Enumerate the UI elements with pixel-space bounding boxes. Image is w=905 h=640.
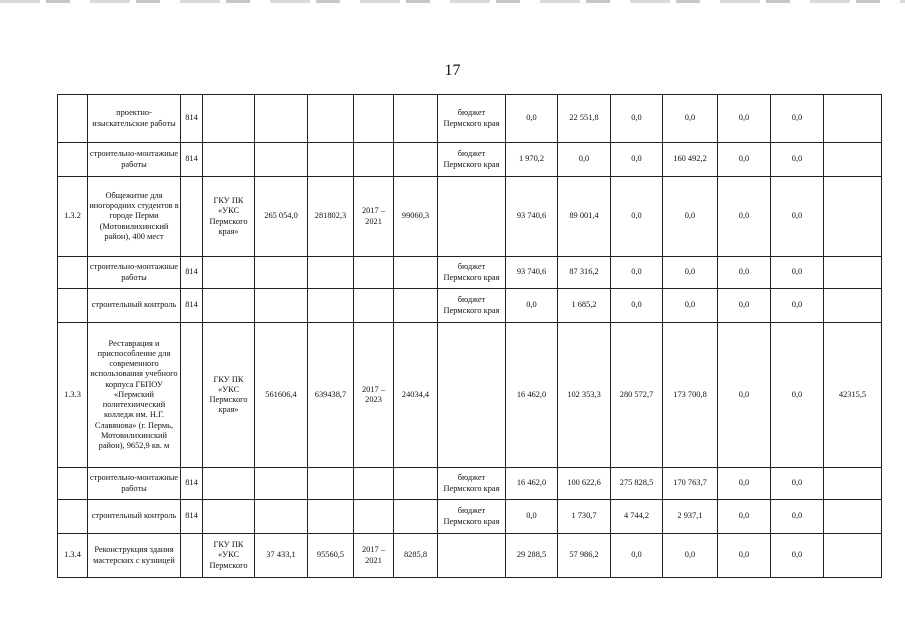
cell-value-2: 89 001,4 bbox=[558, 177, 611, 257]
cell-value-6: 0,0 bbox=[771, 468, 824, 500]
cell-value-4: 160 492,2 bbox=[663, 143, 718, 177]
cell-row-number bbox=[58, 257, 88, 289]
cell-value-7: 42315,5 bbox=[824, 323, 882, 468]
cell-row-number bbox=[58, 143, 88, 177]
cell-estimated-cost: 265 054,0 bbox=[255, 177, 308, 257]
cell-executor: ГКУ ПК «УКС Пермского края» bbox=[203, 177, 255, 257]
cell-value-3: 0,0 bbox=[611, 143, 663, 177]
cell-value-3: 4 744,2 bbox=[611, 500, 663, 534]
scan-edge bbox=[0, 0, 905, 3]
cell-budget-code: 814 bbox=[181, 468, 203, 500]
cell-construction-period bbox=[354, 95, 394, 143]
cell-value-2: 0,0 bbox=[558, 143, 611, 177]
table-row bbox=[58, 534, 882, 578]
table-row bbox=[58, 143, 882, 177]
cell-estimated-cost: 561606,4 bbox=[255, 323, 308, 468]
cell-total-cost bbox=[308, 143, 354, 177]
cell-value-5: 0,0 bbox=[718, 177, 771, 257]
budget-table bbox=[57, 94, 882, 578]
cell-total-cost: 639438,7 bbox=[308, 323, 354, 468]
table-row bbox=[58, 257, 882, 289]
cell-value-6: 0,0 bbox=[771, 257, 824, 289]
cell-value-2: 57 986,2 bbox=[558, 534, 611, 578]
cell-construction-period bbox=[354, 468, 394, 500]
cell-value-5: 0,0 bbox=[718, 143, 771, 177]
cell-value-4: 0,0 bbox=[663, 177, 718, 257]
cell-value-6: 0,0 bbox=[771, 289, 824, 323]
cell-value-1: 93 740,6 bbox=[506, 177, 558, 257]
table-row bbox=[58, 468, 882, 500]
cell-executor bbox=[203, 289, 255, 323]
cell-value-1: 0,0 bbox=[506, 289, 558, 323]
cell-remaining-cost bbox=[394, 468, 438, 500]
table-row bbox=[58, 323, 882, 468]
cell-value-7 bbox=[824, 289, 882, 323]
cell-construction-period bbox=[354, 143, 394, 177]
cell-funding-source: бюджет Пермского края bbox=[438, 500, 506, 534]
cell-value-3: 0,0 bbox=[611, 257, 663, 289]
cell-row-number bbox=[58, 289, 88, 323]
cell-value-1: 1 970,2 bbox=[506, 143, 558, 177]
cell-total-cost: 95560,5 bbox=[308, 534, 354, 578]
table-row bbox=[58, 177, 882, 257]
cell-value-4: 0,0 bbox=[663, 95, 718, 143]
cell-budget-code: 814 bbox=[181, 289, 203, 323]
cell-construction-period: 2017 – 2023 bbox=[354, 323, 394, 468]
cell-row-number bbox=[58, 95, 88, 143]
table-row bbox=[58, 289, 882, 323]
cell-funding-source: бюджет Пермского края bbox=[438, 143, 506, 177]
cell-value-2: 87 316,2 bbox=[558, 257, 611, 289]
cell-budget-code: 814 bbox=[181, 500, 203, 534]
cell-value-1: 29 288,5 bbox=[506, 534, 558, 578]
cell-value-5: 0,0 bbox=[718, 500, 771, 534]
cell-funding-source bbox=[438, 323, 506, 468]
cell-value-2: 22 551,8 bbox=[558, 95, 611, 143]
cell-value-1: 16 462,0 bbox=[506, 323, 558, 468]
cell-funding-source: бюджет Пермского края bbox=[438, 95, 506, 143]
cell-budget-code: 814 bbox=[181, 143, 203, 177]
cell-value-1: 0,0 bbox=[506, 500, 558, 534]
cell-object-name: Реставрация и приспособление для современного использования учебного корпуса ГБПОУ «Пермский политехнический колледж им. Н.Г. Славянова» (г. Пермь, Мотовилихинский район), 9652,9 кв. м bbox=[88, 323, 181, 468]
cell-estimated-cost bbox=[255, 257, 308, 289]
cell-remaining-cost bbox=[394, 289, 438, 323]
cell-total-cost bbox=[308, 500, 354, 534]
cell-value-6: 0,0 bbox=[771, 534, 824, 578]
cell-value-3: 0,0 bbox=[611, 177, 663, 257]
cell-value-2: 1 730,7 bbox=[558, 500, 611, 534]
cell-row-number: 1.3.3 bbox=[58, 323, 88, 468]
cell-value-6: 0,0 bbox=[771, 177, 824, 257]
cell-value-1: 0,0 bbox=[506, 95, 558, 143]
cell-value-4: 0,0 bbox=[663, 257, 718, 289]
cell-value-3: 0,0 bbox=[611, 534, 663, 578]
cell-budget-code bbox=[181, 534, 203, 578]
cell-row-number: 1.3.4 bbox=[58, 534, 88, 578]
cell-total-cost bbox=[308, 289, 354, 323]
cell-remaining-cost: 8285,8 bbox=[394, 534, 438, 578]
cell-estimated-cost bbox=[255, 289, 308, 323]
cell-executor: ГКУ ПК «УКС Пермского bbox=[203, 534, 255, 578]
cell-total-cost: 281802,3 bbox=[308, 177, 354, 257]
cell-value-3: 0,0 bbox=[611, 289, 663, 323]
cell-object-name: строительно-монтажные работы bbox=[88, 468, 181, 500]
cell-object-name: строительно-монтажные работы bbox=[88, 257, 181, 289]
cell-remaining-cost: 24034,4 bbox=[394, 323, 438, 468]
cell-value-4: 170 763,7 bbox=[663, 468, 718, 500]
cell-value-6: 0,0 bbox=[771, 95, 824, 143]
cell-value-5: 0,0 bbox=[718, 534, 771, 578]
cell-object-name: Общежитие для иногородних студентов в городе Перми (Мотовилихинский район), 400 мест bbox=[88, 177, 181, 257]
cell-construction-period bbox=[354, 500, 394, 534]
cell-value-7 bbox=[824, 95, 882, 143]
cell-object-name: строительно-монтажные работы bbox=[88, 143, 181, 177]
cell-executor bbox=[203, 143, 255, 177]
cell-value-7 bbox=[824, 534, 882, 578]
cell-value-4: 0,0 bbox=[663, 534, 718, 578]
cell-value-5: 0,0 bbox=[718, 323, 771, 468]
cell-row-number: 1.3.2 bbox=[58, 177, 88, 257]
cell-funding-source bbox=[438, 177, 506, 257]
cell-executor bbox=[203, 257, 255, 289]
cell-row-number bbox=[58, 468, 88, 500]
cell-value-2: 102 353,3 bbox=[558, 323, 611, 468]
cell-value-3: 280 572,7 bbox=[611, 323, 663, 468]
cell-budget-code bbox=[181, 177, 203, 257]
cell-executor: ГКУ ПК «УКС Пермского края» bbox=[203, 323, 255, 468]
cell-funding-source: бюджет Пермского края bbox=[438, 289, 506, 323]
cell-remaining-cost bbox=[394, 257, 438, 289]
cell-construction-period bbox=[354, 289, 394, 323]
table-row bbox=[58, 95, 882, 143]
cell-remaining-cost bbox=[394, 95, 438, 143]
cell-value-3: 275 828,5 bbox=[611, 468, 663, 500]
cell-value-7 bbox=[824, 177, 882, 257]
cell-budget-code: 814 bbox=[181, 257, 203, 289]
cell-value-7 bbox=[824, 468, 882, 500]
cell-row-number bbox=[58, 500, 88, 534]
cell-value-5: 0,0 bbox=[718, 468, 771, 500]
table-row bbox=[58, 500, 882, 534]
cell-budget-code bbox=[181, 323, 203, 468]
cell-estimated-cost bbox=[255, 143, 308, 177]
cell-executor bbox=[203, 468, 255, 500]
cell-value-5: 0,0 bbox=[718, 257, 771, 289]
cell-total-cost bbox=[308, 468, 354, 500]
cell-value-1: 93 740,6 bbox=[506, 257, 558, 289]
cell-value-3: 0,0 bbox=[611, 95, 663, 143]
cell-funding-source bbox=[438, 534, 506, 578]
cell-funding-source: бюджет Пермского края bbox=[438, 468, 506, 500]
cell-remaining-cost: 99060,3 bbox=[394, 177, 438, 257]
cell-value-5: 0,0 bbox=[718, 289, 771, 323]
cell-value-2: 1 685,2 bbox=[558, 289, 611, 323]
cell-object-name: Реконструкция здания мастерских с кузницей bbox=[88, 534, 181, 578]
cell-construction-period: 2017 – 2021 bbox=[354, 534, 394, 578]
cell-estimated-cost: 37 433,1 bbox=[255, 534, 308, 578]
cell-total-cost bbox=[308, 257, 354, 289]
cell-construction-period: 2017 – 2021 bbox=[354, 177, 394, 257]
cell-value-7 bbox=[824, 257, 882, 289]
cell-total-cost bbox=[308, 95, 354, 143]
cell-executor bbox=[203, 95, 255, 143]
cell-value-6: 0,0 bbox=[771, 143, 824, 177]
cell-object-name: строительный контроль bbox=[88, 289, 181, 323]
cell-executor bbox=[203, 500, 255, 534]
page-number: 17 bbox=[444, 62, 461, 79]
cell-object-name: строительный контроль bbox=[88, 500, 181, 534]
cell-value-1: 16 462,0 bbox=[506, 468, 558, 500]
cell-remaining-cost bbox=[394, 143, 438, 177]
cell-value-4: 2 937,1 bbox=[663, 500, 718, 534]
cell-value-4: 0,0 bbox=[663, 289, 718, 323]
cell-value-2: 100 622,6 bbox=[558, 468, 611, 500]
cell-budget-code: 814 bbox=[181, 95, 203, 143]
cell-value-6: 0,0 bbox=[771, 323, 824, 468]
cell-value-5: 0,0 bbox=[718, 95, 771, 143]
cell-remaining-cost bbox=[394, 500, 438, 534]
cell-value-6: 0,0 bbox=[771, 500, 824, 534]
cell-estimated-cost bbox=[255, 500, 308, 534]
cell-value-4: 173 700,8 bbox=[663, 323, 718, 468]
cell-construction-period bbox=[354, 257, 394, 289]
cell-object-name: проектно-изыскательские работы bbox=[88, 95, 181, 143]
cell-estimated-cost bbox=[255, 468, 308, 500]
cell-estimated-cost bbox=[255, 95, 308, 143]
cell-value-7 bbox=[824, 500, 882, 534]
cell-value-7 bbox=[824, 143, 882, 177]
cell-funding-source: бюджет Пермского края bbox=[438, 257, 506, 289]
